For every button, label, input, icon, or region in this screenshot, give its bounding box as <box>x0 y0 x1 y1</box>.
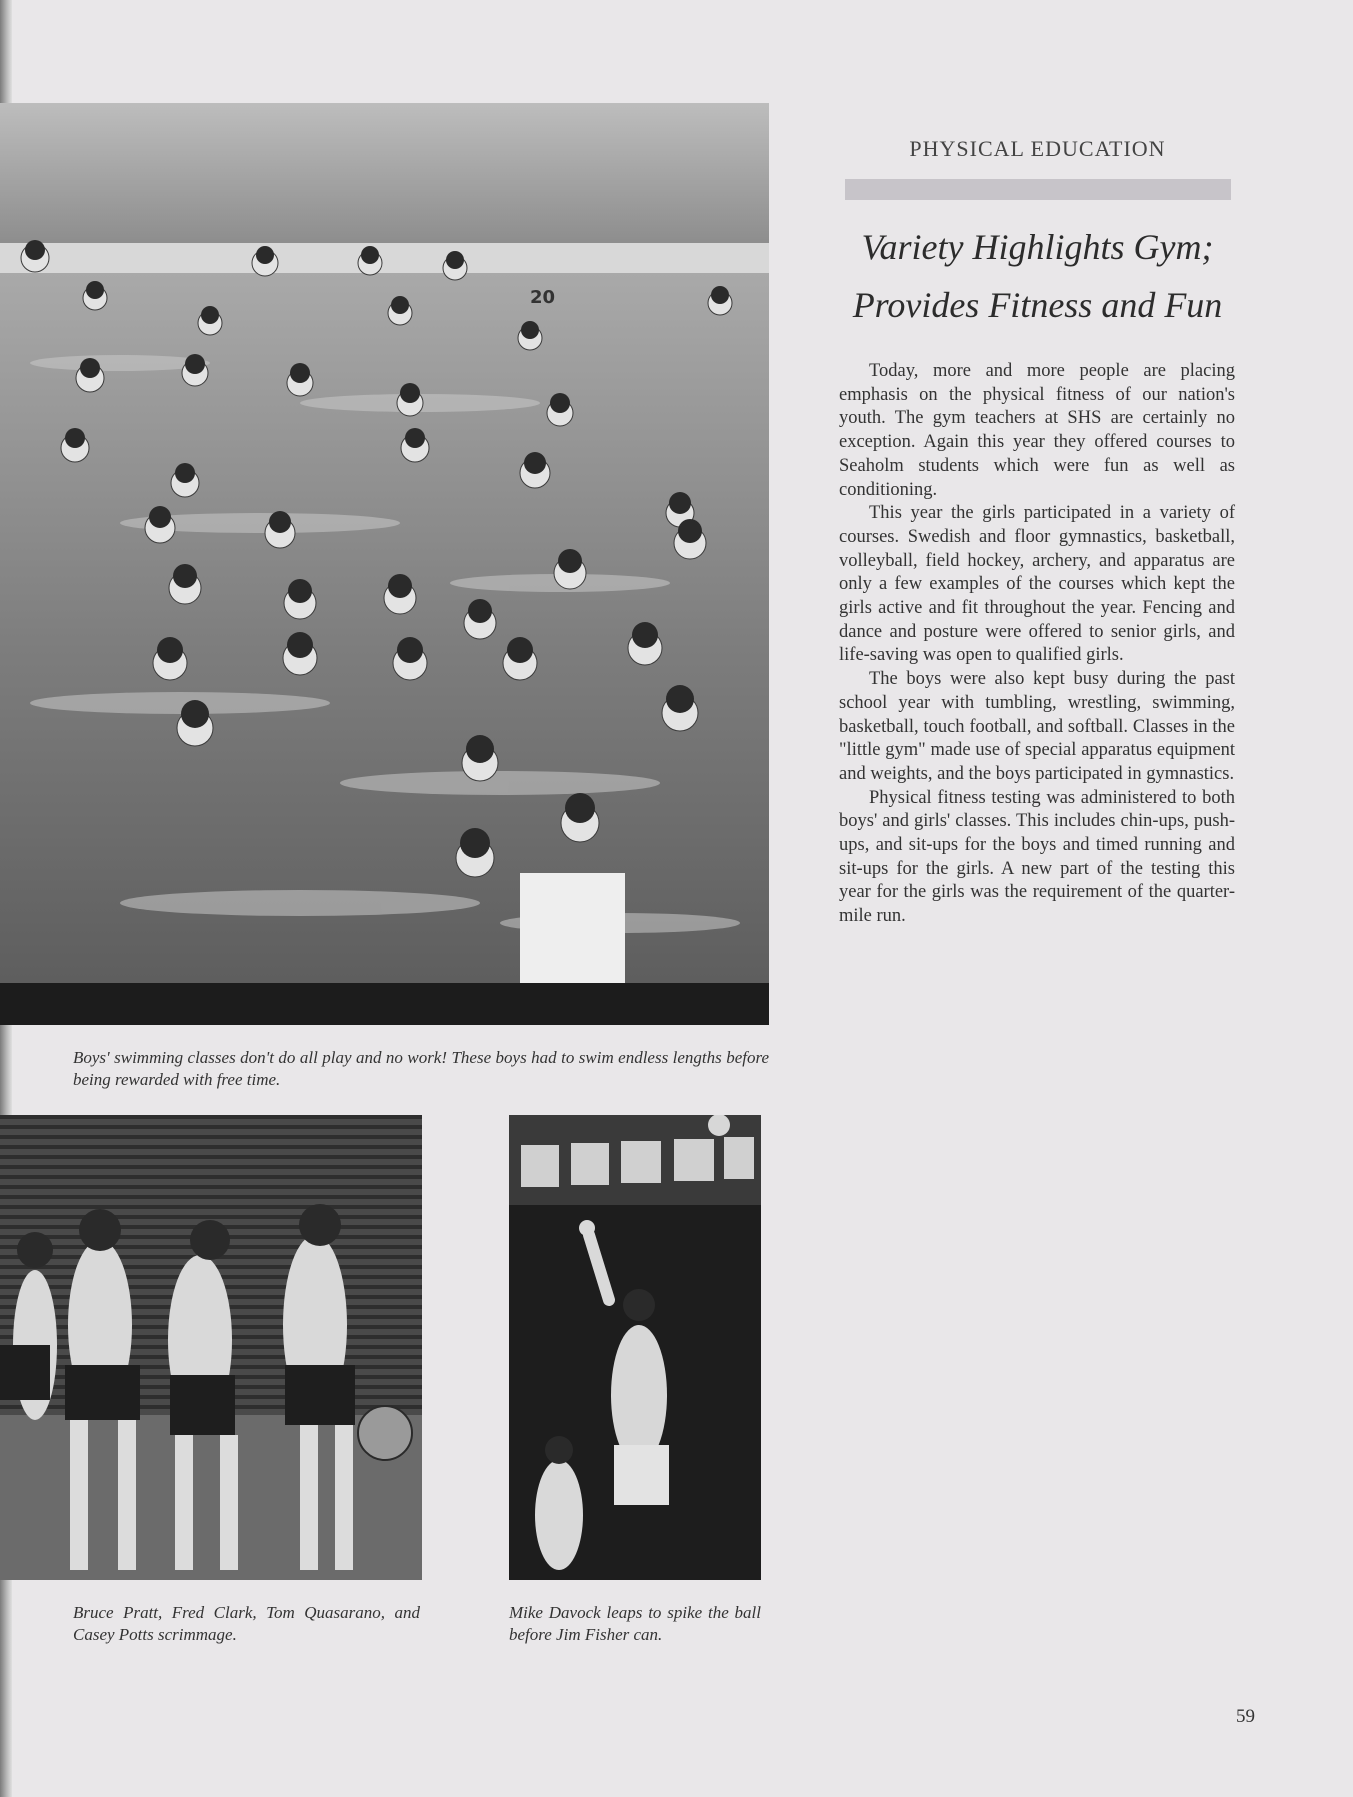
article-headline <box>845 218 1230 334</box>
body-paragraph: The boys were also kept busy during the past school year with tumbling, wrestling, swimming, basketball, touch football, and softball. Classes in the "little gym" made use of special apparatus equipment and weights, and the boys participated in gymnastics. <box>839 669 1235 784</box>
swimming-pool-photo <box>0 103 769 1025</box>
article-body <box>839 360 1235 929</box>
pool-lane-marker: 20 <box>530 287 556 308</box>
section-label: PHYSICAL EDUCATION <box>909 136 1166 161</box>
headline-line-2: Provides Fitness and Fun <box>852 285 1223 325</box>
volleyball-photo <box>509 1115 761 1580</box>
body-paragraph: This year the girls participated in a variety of courses. Swedish and floor gymnastics, basketball, volleyball, field hockey, archery, and apparatus are only a few examples of the courses which kept the girls active and fit throughout the year. Fencing and dance and posture were offered to senior girls, and life-saving was open to qualified girls. <box>839 503 1235 666</box>
volleyball-photo-caption: Mike Davock leaps to spike the ball before Jim Fisher can. <box>509 1603 761 1644</box>
body-paragraph: Today, more and more people are placing emphasis on the physical fitness of our nation's youth. The gym teachers at SHS are certainly no exception. Again this year they offered courses to Seaholm students which were fun as well as conditioning. <box>839 361 1235 500</box>
basketball-photo-caption: Bruce Pratt, Fred Clark, Tom Quasarano, and Casey Potts scrimmage. <box>73 1603 420 1644</box>
body-paragraph: Physical fitness testing was administered to both boys' and girls' classes. This includes chin-ups, push-ups, and sit-ups for the boys and timed running and sit-ups for the girls. A new part of the testing this year for the girls was the requirement of the quarter-mile run. <box>839 787 1235 927</box>
headline-line-1: Variety Highlights Gym; <box>861 227 1214 267</box>
basketball-photo <box>0 1115 422 1580</box>
section-rule <box>845 179 1231 200</box>
page-number: 59 <box>1236 1706 1255 1727</box>
pool-photo-caption: Boys' swimming classes don't do all play and no work! These boys had to swim endless lengths before being rewarded with free time. <box>73 1048 769 1089</box>
